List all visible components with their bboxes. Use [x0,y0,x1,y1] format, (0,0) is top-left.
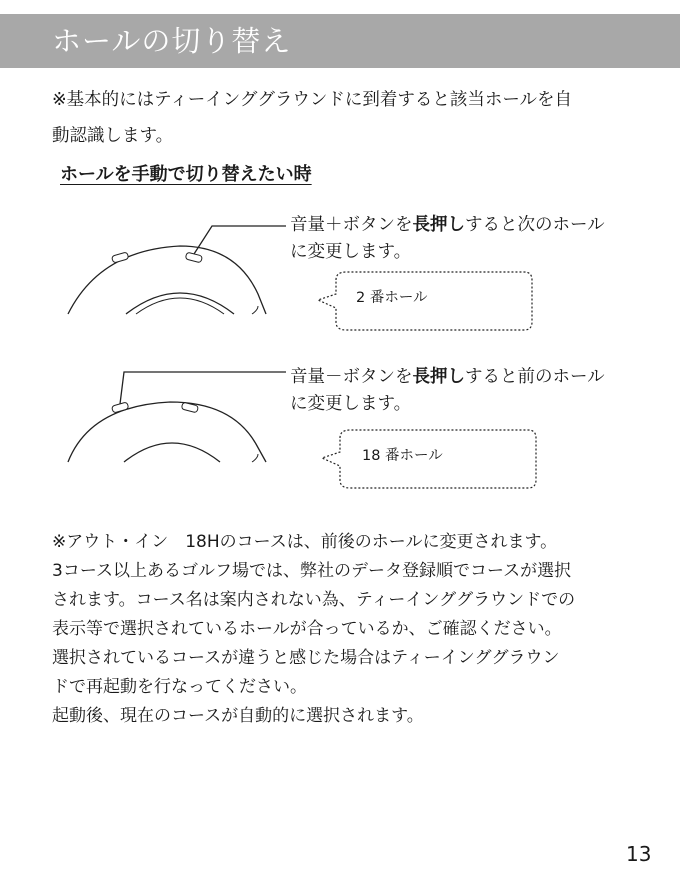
instruction-prev-hole [290,364,605,418]
notes-paragraph [52,528,662,731]
bubble-text-prev: 18 番ホール [362,448,443,464]
instruction-next-pre: 音量＋ボタンを [290,215,413,235]
note-line: 選択されているコースが違うと感じた場合はティーインググラウン [52,648,560,668]
bubble-text-next: 2 番ホール [356,290,428,306]
note-line: 起動後、現在のコースが自動的に選択されます。 [52,706,424,726]
instruction-next-hole [290,212,605,266]
page-number: 13 [626,842,652,866]
instruction-prev-line2: に変更します。 [290,394,412,414]
instruction-prev-bold: 長押し [412,367,465,387]
instruction-prev-pre: 音量－ボタンを [290,367,413,387]
note-line: されます。コース名は案内されない為、ティーインググラウンドでの [52,590,576,610]
instruction-next-line2: に変更します。 [290,242,412,262]
page-title: ホールの切り替え [52,24,292,58]
section-heading: ホールを手動で切り替えたい時 [60,164,312,185]
intro-line-1: ※基本的にはティーインググラウンドに到着すると該当ホールを自 [52,90,573,110]
instruction-next-post: すると次のホール [465,215,605,235]
note-line: 表示等で選択されているホールが合っているか、ご確認ください。 [52,619,562,639]
intro-line-2: 動認識します。 [52,126,174,146]
note-line: ドで再起動を行なってください。 [52,677,307,697]
note-line: 3コース以上あるゴルフ場では、弊社のデータ登録順でコースが選択 [52,561,572,581]
note-line: ※アウト・イン 18Hのコースは、前後のホールに変更されます。 [52,532,558,552]
instruction-next-bold: 長押し [412,215,465,235]
device-illustration-prev [60,364,310,464]
device-illustration-next [60,212,310,316]
instruction-prev-post: すると前のホール [465,367,605,387]
intro-paragraph [52,82,652,154]
